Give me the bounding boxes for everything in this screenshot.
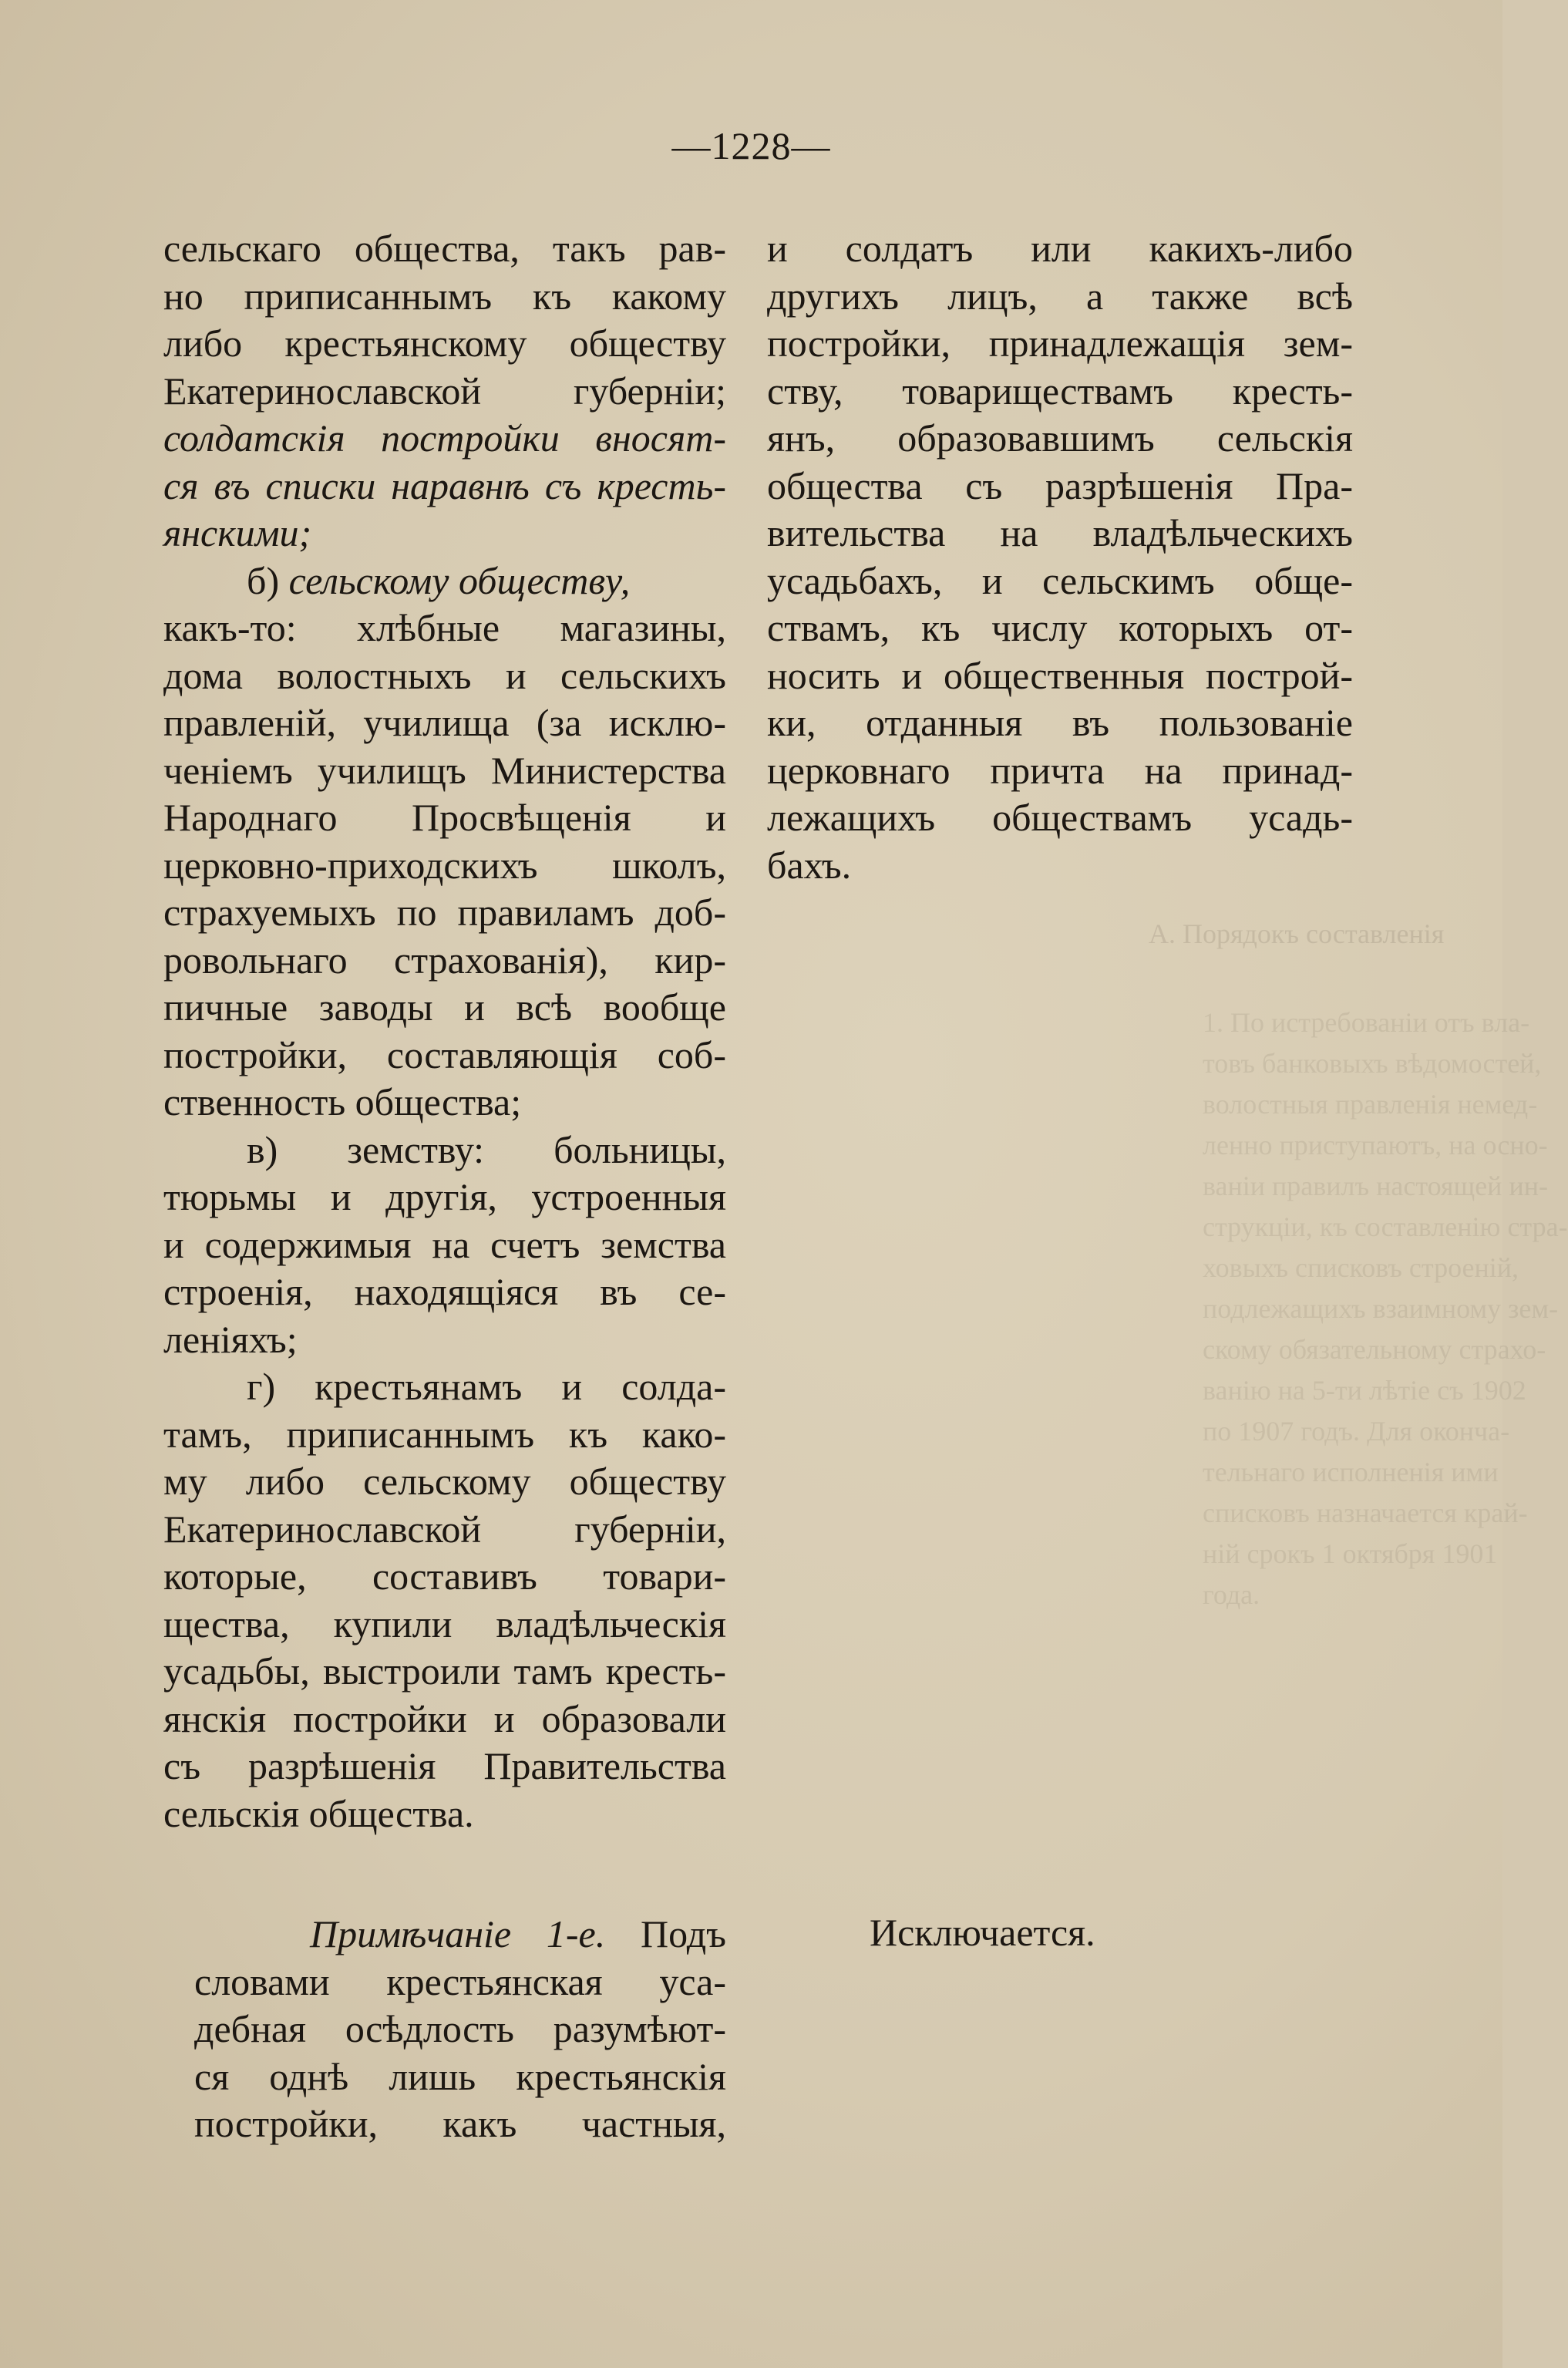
note-line: словами крестьянская уса-	[194, 1959, 726, 2003]
text-line: но приписаннымъ къ какому	[163, 274, 726, 318]
show-through-heading: А. Порядокъ составленія	[1149, 918, 1445, 949]
text-line: какъ-то: хлѣбные магазины,	[163, 606, 726, 649]
text-line: тюрьмы и другія, устроенныя	[163, 1175, 726, 1218]
right-note: Исключается.	[870, 1911, 1095, 1954]
text-line: лежащихъ обществамъ усадь-	[767, 796, 1353, 839]
text-line: либо крестьянскому обществу	[163, 322, 726, 365]
text-line: Екатеринославской губерніи;	[163, 369, 726, 413]
text-line: которые, составивъ товари-	[163, 1555, 726, 1598]
italic-line: янскими;	[163, 511, 312, 554]
text-line: страхуемыхъ по правиламъ доб-	[163, 891, 726, 934]
left-column	[163, 225, 726, 2148]
text-line: тамъ, приписаннымъ къ како-	[163, 1412, 726, 1456]
text-line: носить и общественныя построй-	[767, 653, 1353, 697]
text-line: янъ, образовавшимъ сельскія	[767, 416, 1353, 460]
text-line: вительства на владѣльческихъ	[767, 511, 1353, 554]
text-line: бахъ.	[767, 843, 852, 887]
text-line: ки, отданныя въ пользованіе	[767, 701, 1353, 744]
text-line: съ разрѣшенія Правительства	[163, 1744, 726, 1787]
text-line: щества, купили владѣльческія	[163, 1602, 726, 1645]
text-line: пичные заводы и всѣ вообще	[163, 985, 726, 1029]
text-line: янскія постройки и образовали	[163, 1696, 726, 1740]
note-line: дебная осѣдлость разумѣют-	[194, 2007, 726, 2050]
text-line: постройки, принадлежащія зем-	[767, 322, 1353, 365]
text-line: ственность общества;	[163, 1080, 522, 1123]
text-line: сельскія общества.	[163, 1791, 474, 1835]
text-line: ствамъ, къ числу которыхъ от-	[767, 606, 1353, 649]
text-line: Народнаго Просвѣщенія и	[163, 796, 726, 839]
text-line: дома волостныхъ и сельскихъ	[163, 653, 726, 697]
text-line: усадьбахъ, и сельскимъ обще-	[767, 558, 1353, 602]
text-line: постройки, составляющія соб-	[163, 1032, 726, 1076]
italic-line: солдатскія постройки вносят-	[163, 416, 726, 460]
right-column	[767, 225, 1353, 889]
text-line: леніяхъ;	[163, 1317, 298, 1361]
text-line: Екатеринославской губерніи,	[163, 1507, 726, 1551]
text-line: церковнаго причта на принад-	[767, 748, 1353, 792]
clause-g-line: г) крестьянамъ и солда-	[247, 1365, 726, 1408]
note-line: постройки, какъ частныя,	[194, 2102, 726, 2145]
text-line: строенія, находящіяся въ се-	[163, 1270, 726, 1313]
note-heading-line: Примѣчаніе 1-е. Подъ	[310, 1912, 727, 1955]
text-line: усадьбы, выстроили тамъ кресть-	[163, 1649, 726, 1693]
text-line: правленій, училища (за исклю-	[163, 701, 726, 744]
text-line: ченіемъ училищъ Министерства	[163, 748, 726, 792]
italic-line: ся въ списки наравнѣ съ кресть-	[163, 463, 726, 507]
text-line: ровольнаго страхованія), кир-	[163, 938, 726, 982]
clause-v-line: в) земству: больницы,	[247, 1127, 726, 1171]
text-line: другихъ лицъ, а также всѣ	[767, 274, 1353, 318]
text-line: ству, товариществамъ кресть-	[767, 369, 1353, 413]
clause-b-heading: б) сельскому обществу,	[247, 558, 631, 602]
text-line: сельскаго общества, такъ рав-	[163, 227, 726, 270]
text-line: и солдатъ или какихъ-либо	[767, 227, 1353, 270]
note-line: ся однѣ лишь крестьянскія	[194, 2054, 726, 2098]
clause-b-title: сельскому обществу,	[288, 558, 631, 602]
text-line: церковно-приходскихъ школъ,	[163, 843, 726, 887]
text-line: му либо сельскому обществу	[163, 1460, 726, 1503]
text-line: и содержимыя на счетъ земства	[163, 1222, 726, 1266]
text-line: общества съ разрѣшенія Пра-	[767, 463, 1353, 507]
page-number: —1228—	[671, 124, 831, 167]
show-through-text: 1. По истребованіи отъ вла- товъ банковыхъ вѣдомостей, волостныя правленія немед- ленно приступаютъ, на осно- ваніи правилъ настоящей ин- струкціи, къ составленію стра- ховыхъ списковъ строеній, подлежащихъ взаимному зем- скому обязательному страхо- ванію на 5-ти лѣтіе съ 1902 по 1907 годъ. Для оконча- тельнаго исполненія ими списковъ назначается край- ній срокъ 1 октября 1901 года.	[1203, 1007, 1568, 1610]
note-label: Примѣчаніе 1-е.	[310, 1912, 606, 1955]
